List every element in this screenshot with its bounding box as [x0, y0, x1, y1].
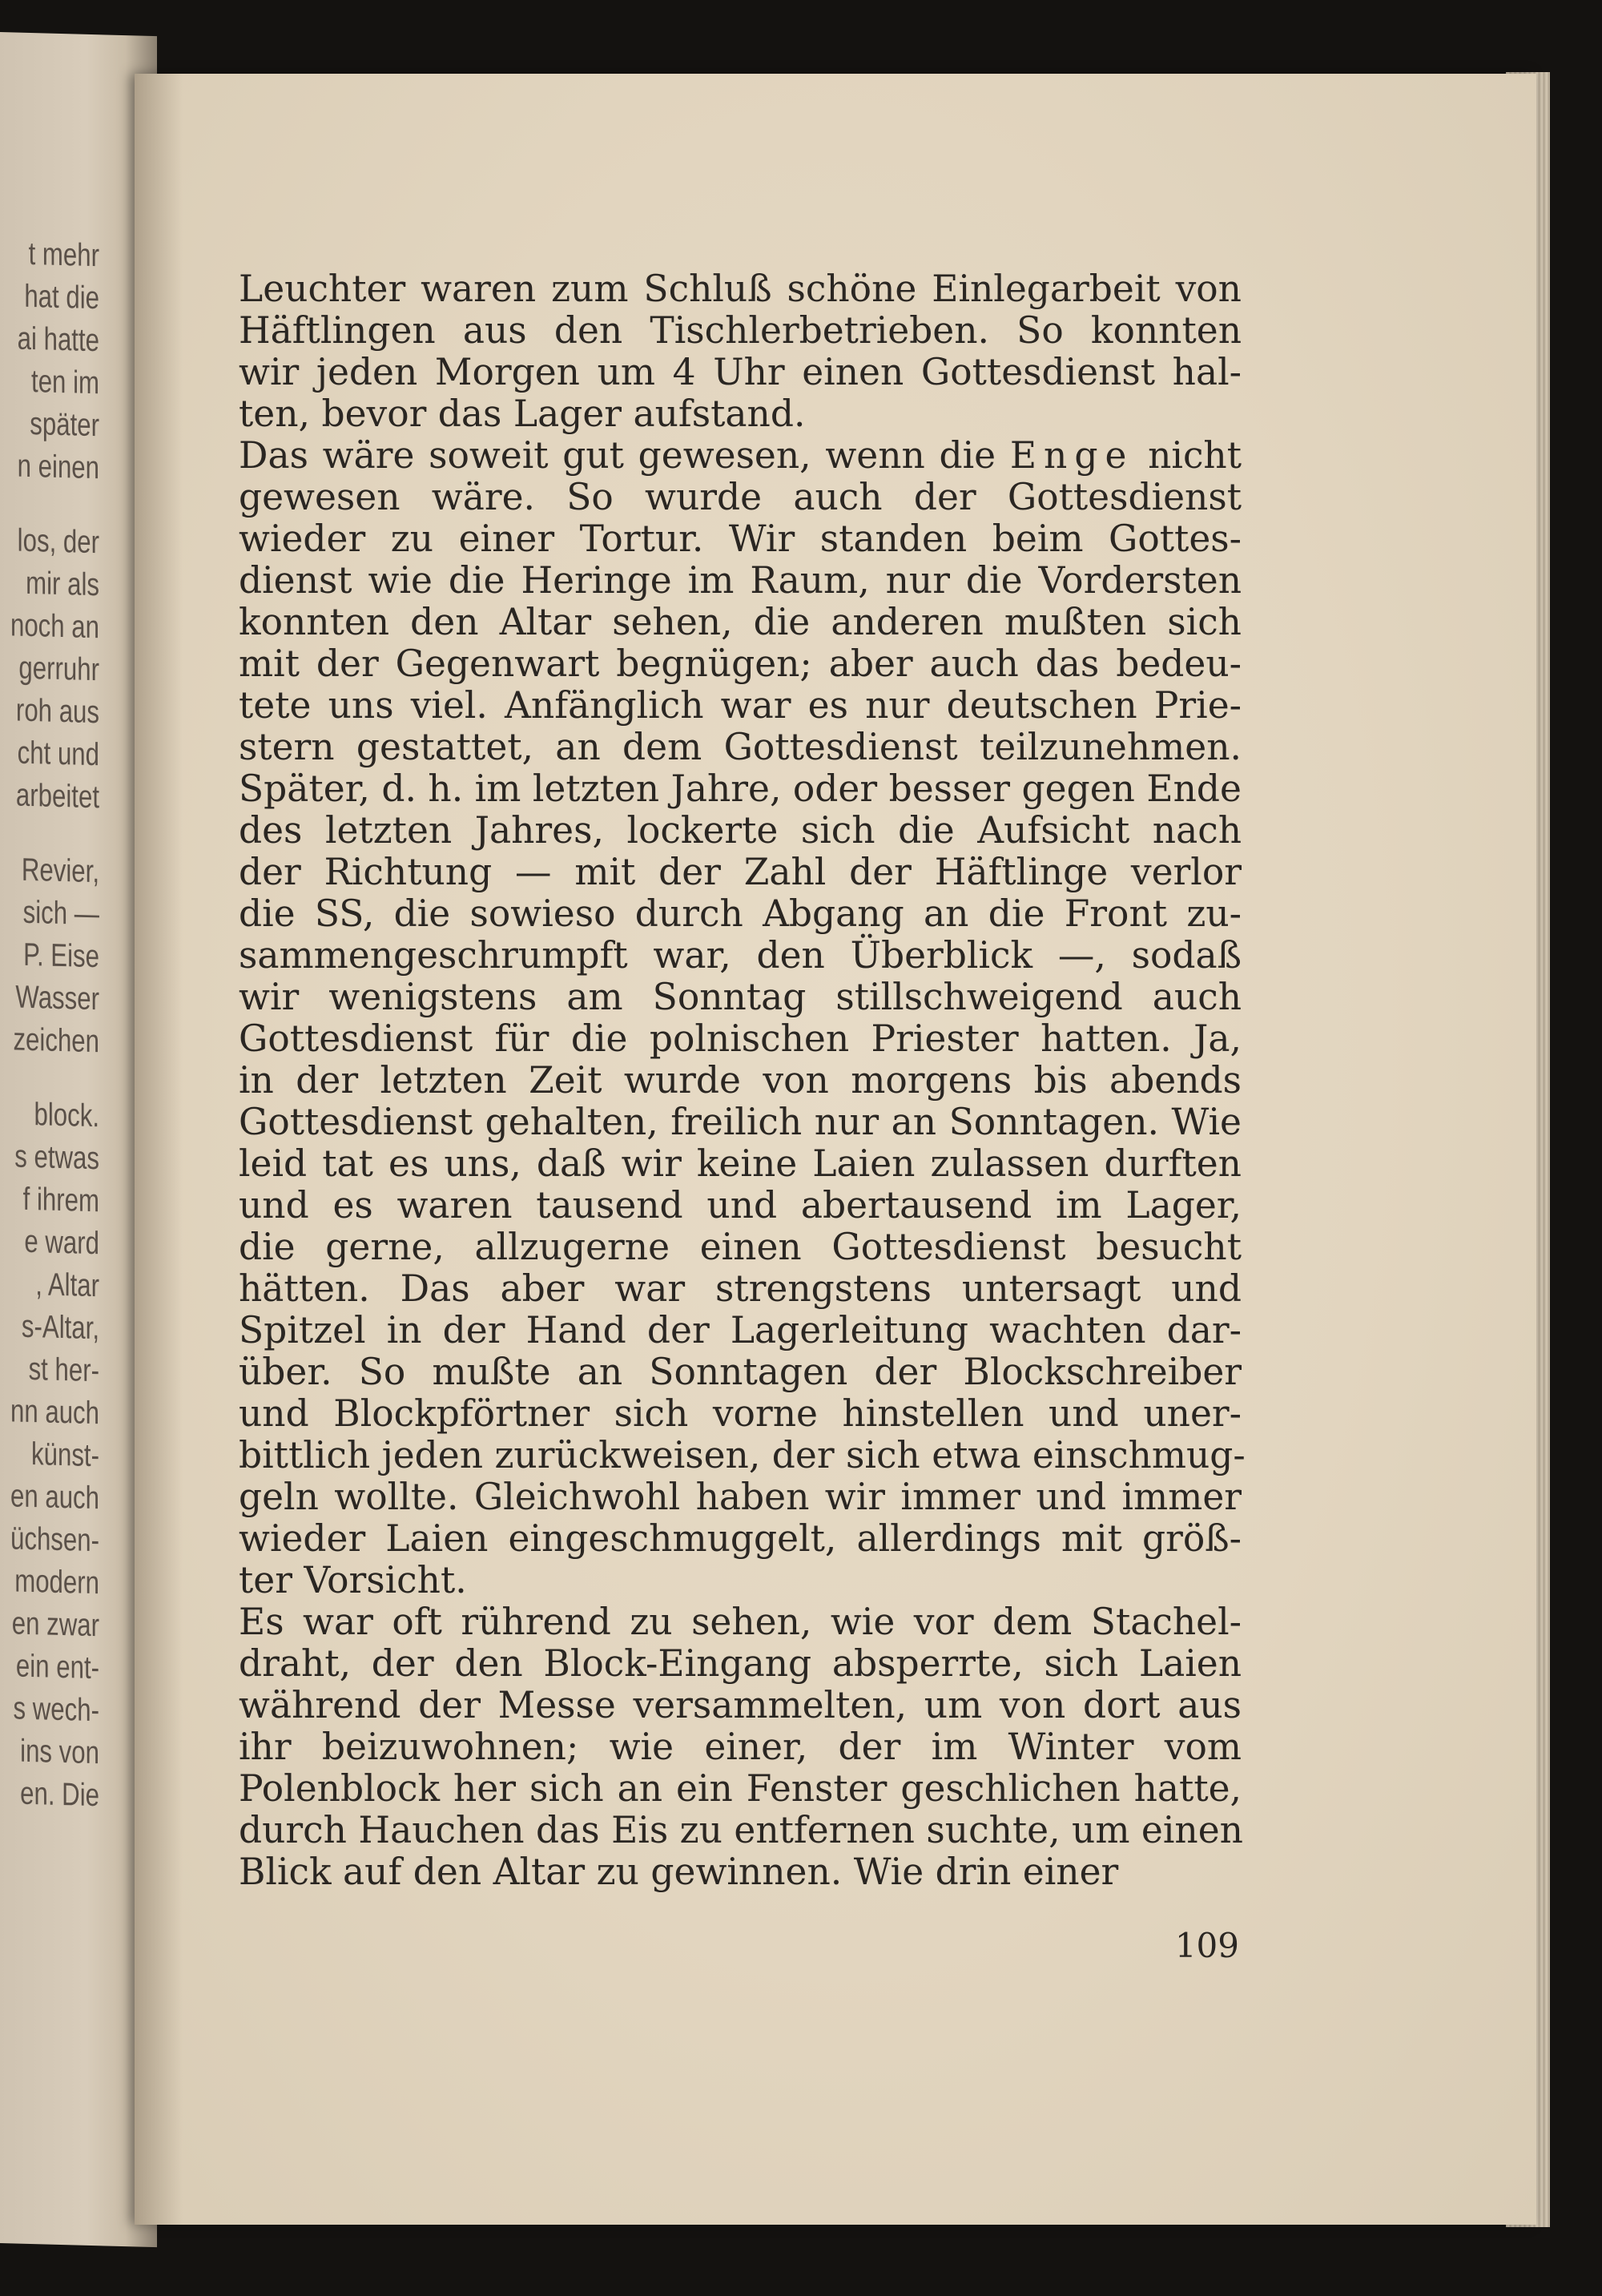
page-number: 109 — [1174, 1926, 1239, 1965]
left-page-line: gerruhr — [18, 650, 99, 688]
text-line: Häftlingen aus den Tischlerbetrieben. So konnten — [239, 309, 1242, 352]
left-page-line: , Altar — [35, 1267, 99, 1304]
left-page-line: t mehr — [28, 236, 99, 274]
text-line: sammengeschrumpft war, den Überblick —, sodaß — [239, 934, 1242, 977]
text-line: wieder Laien eingeschmuggelt, allerdings mit größ- — [239, 1517, 1242, 1560]
left-page-line: en zwar — [11, 1605, 99, 1644]
text-line: ter Vorsicht. — [239, 1559, 467, 1601]
text-line: wir jeden Morgen um 4 Uhr einen Gottesdienst hal- — [239, 351, 1242, 393]
left-page-line: noch an — [10, 607, 99, 646]
text-line: gewesen wäre. So wurde auch der Gottesdienst — [239, 476, 1242, 518]
left-page-line: f ihrem — [22, 1181, 99, 1219]
left-page-line: en. Die — [20, 1775, 99, 1814]
text-line: während der Messe versammelten, um von dort aus — [239, 1684, 1242, 1726]
left-page-line: los, der — [17, 522, 99, 561]
text-line: die gerne, allzugerne einen Gottesdienst besucht — [239, 1226, 1242, 1268]
left-page-line: Wasser — [15, 979, 99, 1017]
text-line: Polenblock her sich an ein Fenster geschlichen hatte, — [239, 1767, 1242, 1810]
left-page-line: arbeitet — [15, 777, 99, 816]
text-line: hätten. Das aber war strengstens untersagt und — [239, 1267, 1242, 1310]
text-line: über. So mußte an Sonntagen der Blockschreiber — [239, 1351, 1242, 1393]
text-line: der Richtung — mit der Zahl der Häftlinge verlor — [239, 851, 1242, 893]
left-page-line: roh aus — [15, 692, 99, 731]
left-page-line: ein ent- — [15, 1648, 99, 1686]
text-line: Spitzel in der Hand der Lagerleitung wachten dar- — [239, 1309, 1242, 1351]
left-page-line: P. Eise — [23, 937, 99, 975]
text-line: Gottesdienst für die polnischen Priester hatten. Ja, — [239, 1017, 1242, 1060]
text-line: Später, d. h. im letzten Jahre, oder besser gegen Ende — [239, 767, 1242, 810]
left-page-fragment — [0, 32, 157, 2247]
left-page-line: ai hatte — [17, 320, 99, 359]
text-line: geln wollte. Gleichwohl haben wir immer und immer — [239, 1476, 1242, 1518]
left-page-line: mir als — [26, 565, 99, 603]
left-page-line: ins von — [20, 1733, 99, 1771]
text-line: ihr beizuwohnen; wie einer, der im Winter vom — [239, 1726, 1242, 1768]
left-page-gap — [0, 484, 99, 522]
text-line: wir wenigstens am Sonntag stillschweigend auch — [239, 976, 1242, 1018]
left-page-gap — [0, 1057, 99, 1095]
left-page-line: üchsen- — [10, 1521, 99, 1559]
left-page-line: n einen — [17, 448, 99, 486]
text-line: und es waren tausend und abertausend im Lager, — [239, 1184, 1242, 1227]
left-page-line: st her- — [28, 1351, 99, 1389]
left-page-gap — [0, 813, 99, 851]
text-line: Blick auf den Altar zu gewinnen. Wie drin einer — [239, 1851, 1119, 1893]
text-line: mit der Gegenwart begnügen; aber auch das bedeu- — [239, 642, 1242, 685]
text-line: ten, bevor das Lager aufstand. — [239, 393, 806, 435]
text-line: dienst wie die Heringe im Raum, nur die Vordersten — [239, 559, 1242, 602]
left-page-line: block. — [34, 1097, 99, 1134]
left-page-line: modern — [14, 1563, 99, 1601]
left-page-line: sich — — [22, 894, 99, 932]
left-page-line: s wech- — [13, 1690, 99, 1729]
text-line: die SS, die sowieso durch Abgang an die Front zu- — [239, 892, 1242, 935]
text-line: leid tat es uns, daß wir keine Laien zulassen durften — [239, 1142, 1242, 1185]
text-line: bittlich jeden zurückweisen, der sich etwa einschmug- — [239, 1434, 1246, 1476]
left-page-line: hat die — [24, 278, 99, 316]
text-line: Gottesdienst gehalten, freilich nur an Sonntagen. Wie — [239, 1101, 1242, 1143]
left-page-line: en auch — [10, 1478, 99, 1517]
text-line: durch Hauchen das Eis zu entfernen suchte, um einen — [239, 1809, 1243, 1851]
left-page-line: cht und — [17, 735, 99, 773]
left-page-line: s-Altar, — [21, 1308, 99, 1347]
text-line: tete uns viel. Anfänglich war es nur deutschen Prie- — [239, 684, 1242, 727]
page-gutter-shadow — [135, 74, 183, 2225]
text-line: stern gestattet, an dem Gottesdienst teilzunehmen. — [239, 726, 1242, 768]
left-page-line: später — [30, 405, 99, 444]
text-line: wieder zu einer Tortur. Wir standen beim Gottes- — [239, 518, 1242, 560]
body-text — [239, 268, 1246, 1893]
left-page-line: nn auch — [10, 1393, 99, 1432]
text-line: des letzten Jahres, lockerte sich die Aufsicht nach — [239, 809, 1242, 852]
text-line: in der letzten Zeit wurde von morgens bis abends — [239, 1059, 1242, 1102]
text-line: Leuchter waren zum Schluß schöne Einlegarbeit von — [239, 268, 1242, 310]
left-page-line: künst- — [31, 1436, 99, 1474]
spaced-emphasis: Enge — [1009, 434, 1134, 477]
text-line: draht, der den Block-Eingang absperrte, sich Laien — [239, 1642, 1242, 1685]
left-page-line: s etwas — [14, 1138, 99, 1177]
left-page-line: Revier, — [21, 852, 99, 890]
text-line: konnten den Altar sehen, die anderen mußten sich — [239, 601, 1242, 643]
text-line: Es war oft rührend zu sehen, wie vor dem Stachel- — [239, 1601, 1242, 1643]
text-line: und Blockpförtner sich vorne hinstellen und uner- — [239, 1392, 1242, 1435]
left-page-line: zeichen — [13, 1021, 99, 1060]
left-page-line: ten im — [31, 364, 99, 401]
left-page-text — [0, 229, 99, 1817]
text-line: Das wäre soweit gut gewesen, wenn die Enge nicht — [239, 434, 1242, 477]
left-page-line: e ward — [24, 1223, 99, 1262]
